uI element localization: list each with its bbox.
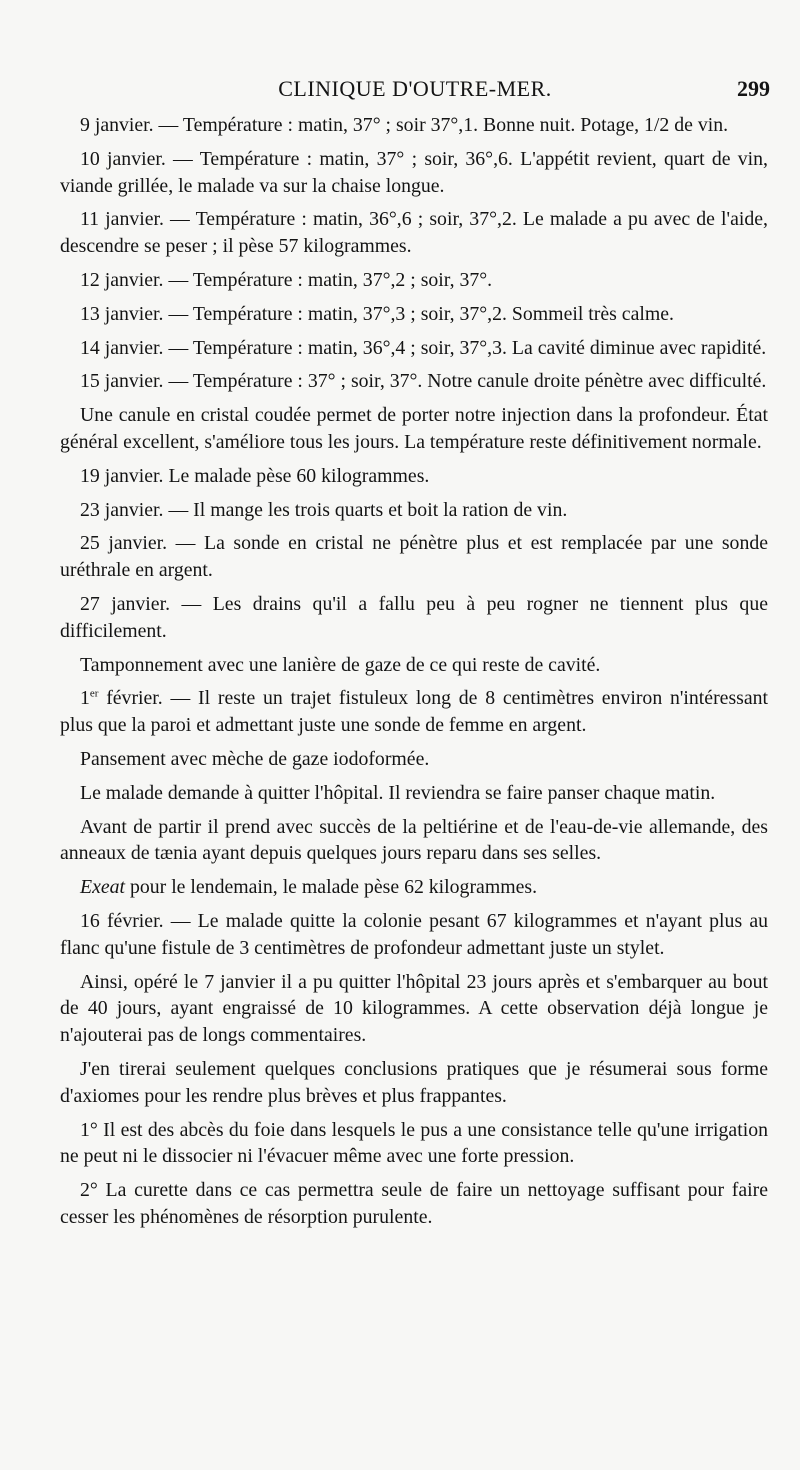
page-body — [60, 112, 768, 1238]
paragraph: 9 janvier. — Température : matin, 37° ; soir 37°,1. Bonne nuit. Potage, 1/2 de vin. — [80, 114, 729, 136]
paragraph: Pansement avec mèche de gaze iodoformée. — [80, 747, 430, 770]
paragraph: 15 janvier. — Température : 37° ; soir, 37°. Notre canule droite pénètre avec difficulté. — [80, 370, 767, 393]
exeat-term: Exeat — [80, 876, 126, 899]
paragraph: 13 janvier. — Température : matin, 37°,3 ; soir, 37°,2. Sommeil très calme. — [80, 302, 674, 325]
paragraph-february-first — [60, 685, 768, 739]
running-title: CLINIQUE D'OUTRE-MER. — [278, 76, 552, 101]
paragraph: 11 janvier. — Température : matin, 36°,6 ; soir, 37°,2. Le malade a pu avec de l'aide, descendre se peser ; il pèse 57 kilogrammes. — [60, 208, 768, 258]
ordinal-superscript: er — [89, 687, 99, 700]
paragraph: J'en tirerai seulement quelques conclusions pratiques que je résumerai sous forme d'axiomes pour les rendre plus brèves et plus frappantes. — [60, 1057, 768, 1107]
page-header — [60, 74, 770, 104]
date-day: 1 — [80, 687, 90, 710]
paragraph: 25 janvier. — La sonde en cristal ne pénètre plus et est remplacée par une sonde uréthrale en argent. — [60, 532, 768, 582]
paragraph: 23 janvier. — Il mange les trois quarts et boit la ration de vin. — [80, 498, 568, 521]
paragraph-exeat — [60, 874, 768, 901]
paragraph-text: pour le lendemain, le malade pèse 62 kilogrammes. — [129, 876, 538, 899]
paragraph: 1° Il est des abcès du foie dans lesquels le pus a une consistance telle qu'une irrigation ne peut ni le dissocier ni l'évacuer même avec une forte pression. — [60, 1118, 768, 1168]
paragraph: 14 janvier. — Température : matin, 36°,4 ; soir, 37°,3. La cavité diminue avec rapidité. — [80, 336, 767, 359]
paragraph: 12 janvier. — Température : matin, 37°,2 ; soir, 37°. — [80, 268, 493, 291]
paragraph: Ainsi, opéré le 7 janvier il a pu quitter l'hôpital 23 jours après et s'embarquer au bout de 40 jours, ayant engraissé de 10 kilogrammes. A cette observation déjà longue je n'ajouterai pas de longs commentaires. — [60, 970, 768, 1047]
paragraph: 27 janvier. — Les drains qu'il a fallu peu à peu rogner ne tiennent plus que difficilement. — [60, 592, 768, 642]
paragraph: Tamponnement avec une lanière de gaze de ce qui reste de cavité. — [80, 653, 601, 676]
paragraph: Une canule en cristal coudée permet de porter notre injection dans la profondeur. État général excellent, s'améliore tous les jours. La température reste définitivement normale. — [60, 404, 768, 453]
paragraph: 10 janvier. — Température : matin, 37° ; soir, 36°,6. L'appétit revient, quart de vin, viande grillée, le malade va sur la chaise longue. — [60, 147, 768, 197]
paragraph: Le malade demande à quitter l'hôpital. Il reviendra se faire panser chaque matin. — [80, 781, 716, 804]
paragraph: Avant de partir il prend avec succès de la peltiérine et de l'eau-de-vie allemande, des anneaux de tænia ayant depuis quelques jours reparu dans ses selles. — [60, 815, 768, 865]
paragraph: 2° La curette dans ce cas permettra seule de faire un nettoyage suffisant pour faire cesser les phénomènes de résorption purulente. — [60, 1179, 768, 1228]
paragraph: 19 janvier. Le malade pèse 60 kilogrammes. — [80, 464, 430, 487]
paragraph-text: — Il reste un trajet fistuleux long de 8 centimètres environ n'intéressant plus que la paroi et admettant juste une sonde de femme en argent. — [60, 687, 769, 737]
paragraph: 16 février. — Le malade quitte la colonie pesant 67 kilogrammes et n'ayant plus au flanc qu'une fistule de 3 centimètres de profondeur admettant juste un stylet. — [60, 909, 768, 959]
page-number: 299 — [737, 76, 770, 101]
date-month: février. — [98, 687, 171, 710]
